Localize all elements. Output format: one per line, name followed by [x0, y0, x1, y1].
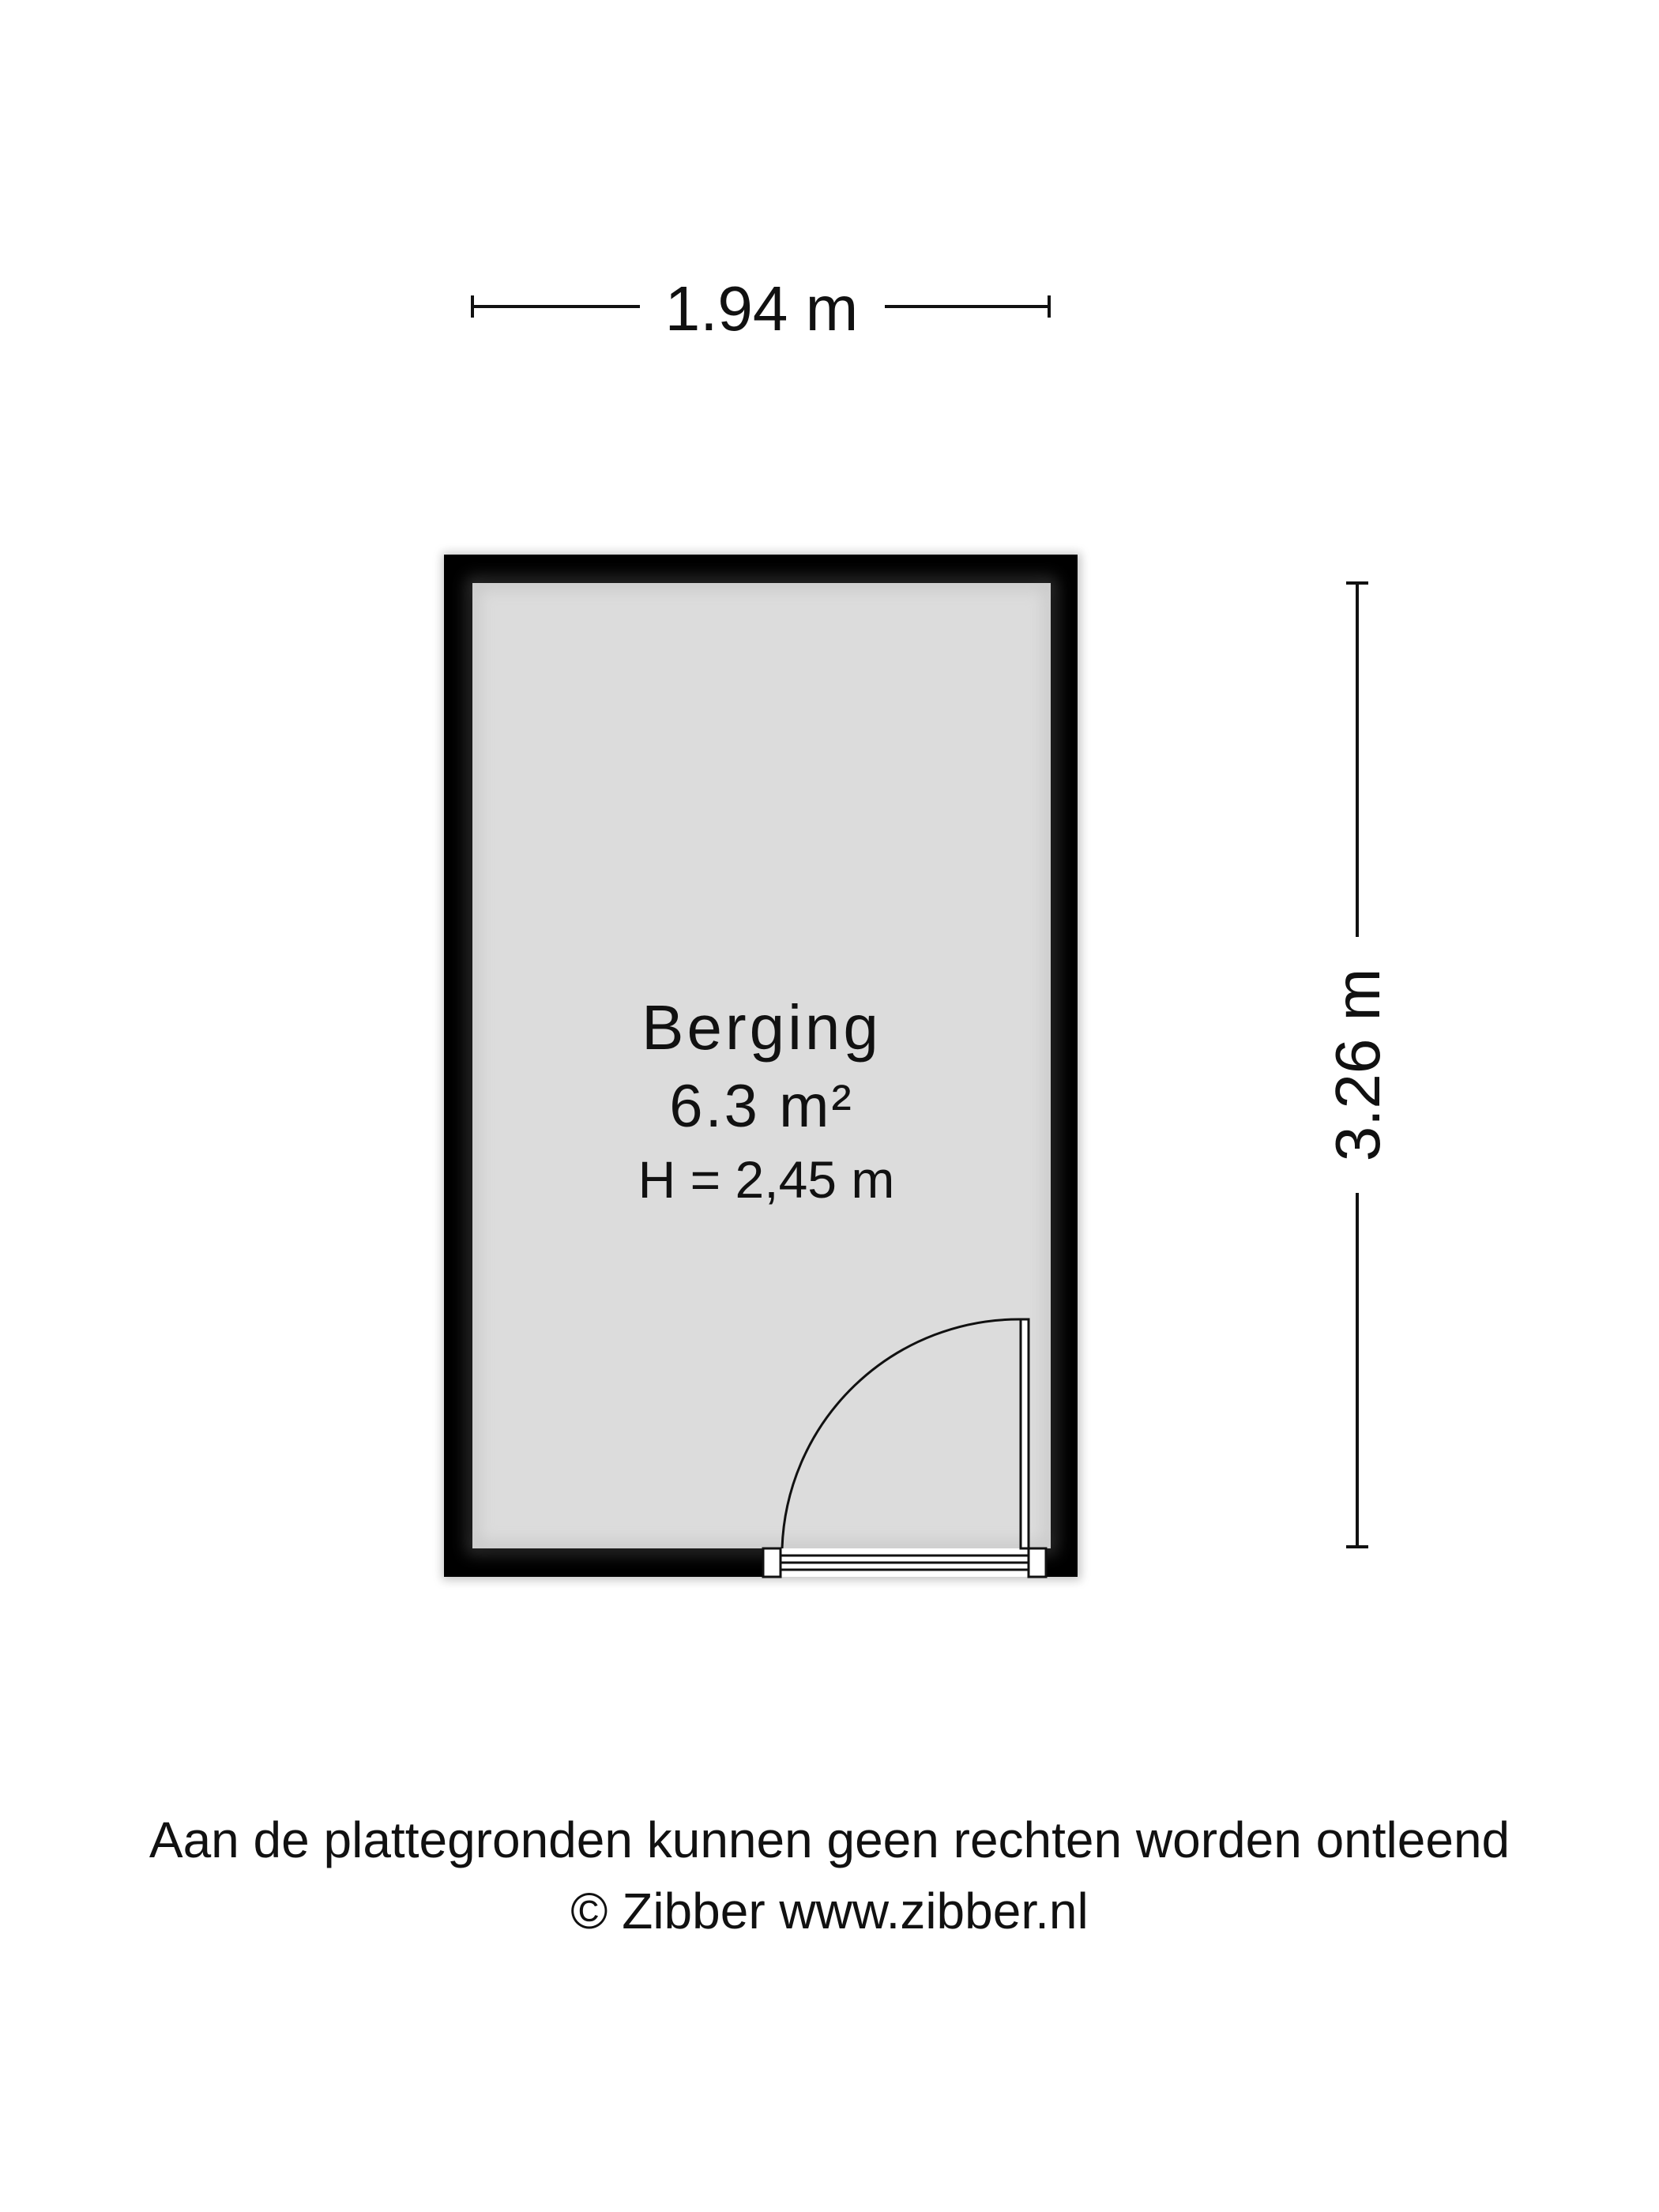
width-dimension: [472, 273, 1049, 344]
room-height: H = 2,45 m: [638, 1150, 895, 1209]
room-area: 6.3 m²: [669, 1073, 854, 1140]
floor: [472, 583, 1051, 1548]
door-leaf: [1021, 1319, 1029, 1548]
door-frame-left: [763, 1548, 781, 1577]
door-frame-right: [1029, 1548, 1046, 1577]
depth-dimension-label: 3.26 m: [1322, 968, 1393, 1162]
disclaimer-text: Aan de plattegronden kunnen geen rechten worden ontleend: [149, 1811, 1510, 1868]
width-dimension-label: 1.94 m: [664, 273, 859, 344]
room-name: Berging: [641, 992, 882, 1063]
depth-dimension: [1322, 583, 1393, 1547]
room-berging: [442, 553, 1081, 1580]
copyright-credit: © Zibber www.zibber.nl: [570, 1883, 1089, 1939]
